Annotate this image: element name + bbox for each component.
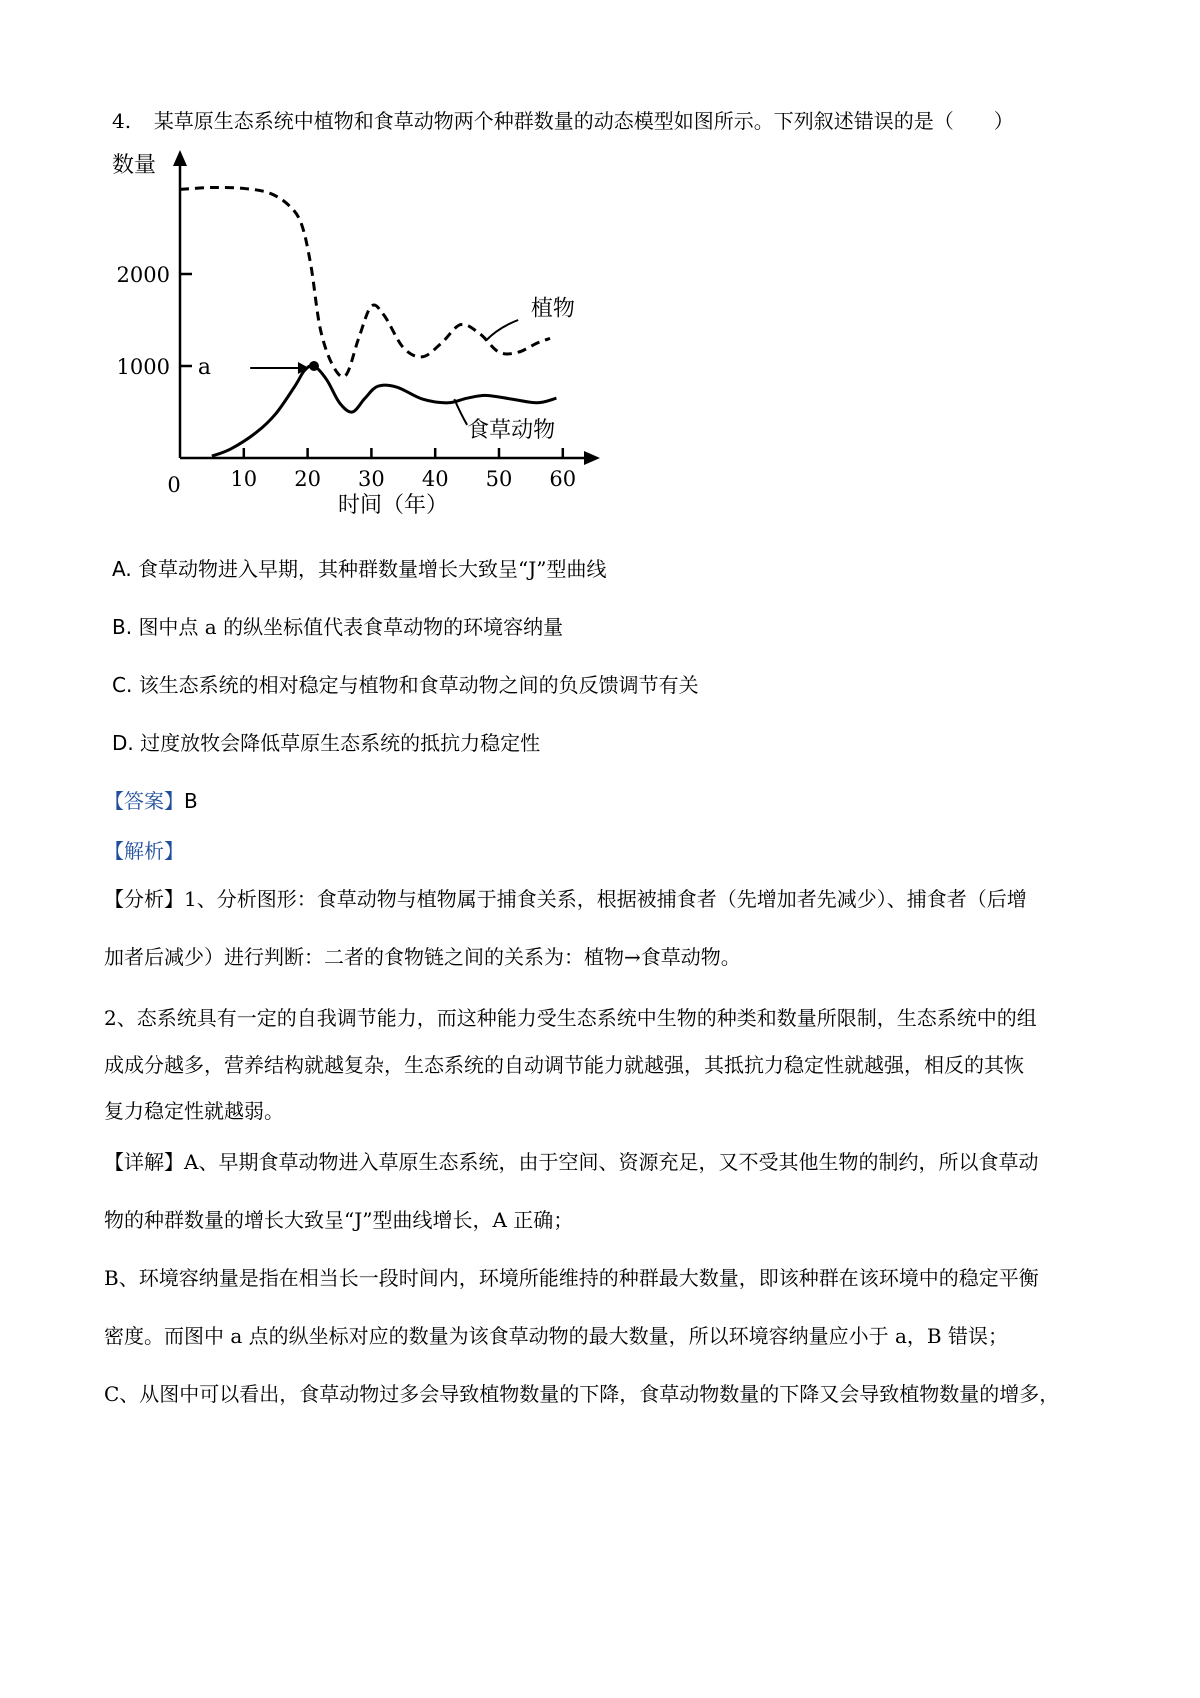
series-label-plant: 植物 — [530, 296, 575, 322]
detail-tag: 【详解】 — [104, 1150, 184, 1174]
analysis-tag: 【解析】 — [104, 839, 184, 863]
option-label: A. — [112, 557, 132, 581]
detail-line-b1: B、环境容纳量是指在相当长一段时间内，环境所能维持的种群最大数量，即该种群在该环境中的稳定平衡 — [104, 1266, 1039, 1290]
plant-leader-line — [486, 320, 518, 340]
detail-line-b2: 密度。而图中 a 点的纵坐标对应的数量为该食草动物的最大数量，所以环境容纳量应小于 a，B 错误； — [104, 1324, 1008, 1348]
option-c[interactable] — [112, 669, 699, 698]
series-label-herbivore: 食草动物 — [467, 417, 556, 443]
analysis-text: 1、分析图形：食草动物与植物属于捕食关系，根据被捕食者（先增加者先减少）、捕食者（后增 — [184, 887, 1027, 911]
y-axis-arrow — [173, 150, 187, 166]
y-axis-label: 数量 — [112, 153, 157, 178]
option-text: 该生态系统的相对稳定与植物和食草动物之间的负反馈调节有关 — [138, 673, 699, 697]
analysis-line-2: 加者后减少）进行判断：二者的食物链之间的关系为：植物→食草动物。 — [104, 945, 741, 969]
chart-labels — [112, 153, 575, 518]
option-text: 食草动物进入早期，其种群数量增长大致呈“J”型曲线 — [138, 557, 607, 581]
option-d[interactable] — [112, 727, 540, 756]
detail-line-c1: C、从图中可以看出，食草动物过多会导致植物数量的下降，食草动物数量的下降又会导致植物数量的增多， — [104, 1382, 1060, 1406]
x-tick-label: 10 — [230, 467, 258, 491]
detail-text: A、早期食草动物进入草原生态系统，由于空间、资源充足，又不受其他生物的制约，所以食草动 — [184, 1150, 1039, 1174]
answer-value: B — [184, 789, 198, 813]
option-b[interactable] — [112, 611, 563, 640]
chart-ticks — [117, 263, 577, 497]
x-tick-label: 30 — [358, 467, 385, 491]
option-text: 图中点 a 的纵坐标值代表食草动物的环境容纳量 — [138, 615, 564, 639]
point-a-label: a — [197, 355, 211, 380]
detail-line-a2: 物的种群数量的增长大致呈“J”型曲线增长，A 正确； — [104, 1208, 574, 1232]
answer-tag: 【答案】 — [104, 789, 184, 813]
x-axis-label: 时间（年） — [338, 493, 449, 518]
analysis-line-1 — [104, 884, 1094, 914]
x-tick-label: 20 — [294, 467, 321, 491]
analysis-sub-tag: 【分析】 — [104, 887, 184, 911]
x-tick-label: 60 — [549, 467, 577, 491]
y-tick-label: 1000 — [116, 355, 170, 379]
option-text: 过度放牧会降低草原生态系统的抵抗力稳定性 — [140, 731, 541, 755]
y-tick-label: 2000 — [116, 263, 170, 287]
series-line-plant — [180, 187, 550, 376]
herbivore-leader-line — [454, 399, 467, 425]
question-text: 某草原生态系统中植物和食草动物两个种群数量的动态模型如图所示。下列叙述错误的是（ ） — [153, 109, 1014, 133]
analysis-tag-line — [104, 835, 184, 864]
chart-series — [180, 187, 556, 456]
x-tick-label: 0 — [167, 473, 181, 497]
analysis-line-5: 复力稳定性就越弱。 — [104, 1099, 284, 1123]
point-a — [309, 361, 319, 371]
option-label: B. — [112, 615, 133, 639]
x-tick-label: 50 — [485, 467, 513, 491]
question-stem — [112, 105, 1014, 134]
detail-line-a1 — [104, 1147, 1094, 1177]
analysis-line-3: 2、态系统具有一定的自我调节能力，而这种能力受生态系统中生物的种类和数量所限制，生态系统中的组 — [104, 1006, 1037, 1030]
population-chart — [110, 140, 670, 580]
option-label: C. — [112, 673, 133, 697]
answer-line — [104, 785, 198, 814]
x-axis-arrow — [584, 451, 600, 465]
question-number: 4. — [112, 109, 132, 133]
analysis-line-4: 成成分越多，营养结构就越复杂，生态系统的自动调节能力就越强，其抵抗力稳定性就越强，相反的其恢 — [104, 1053, 1024, 1077]
option-label: D. — [112, 731, 134, 755]
option-a[interactable] — [112, 553, 607, 582]
x-tick-label: 40 — [421, 467, 449, 491]
